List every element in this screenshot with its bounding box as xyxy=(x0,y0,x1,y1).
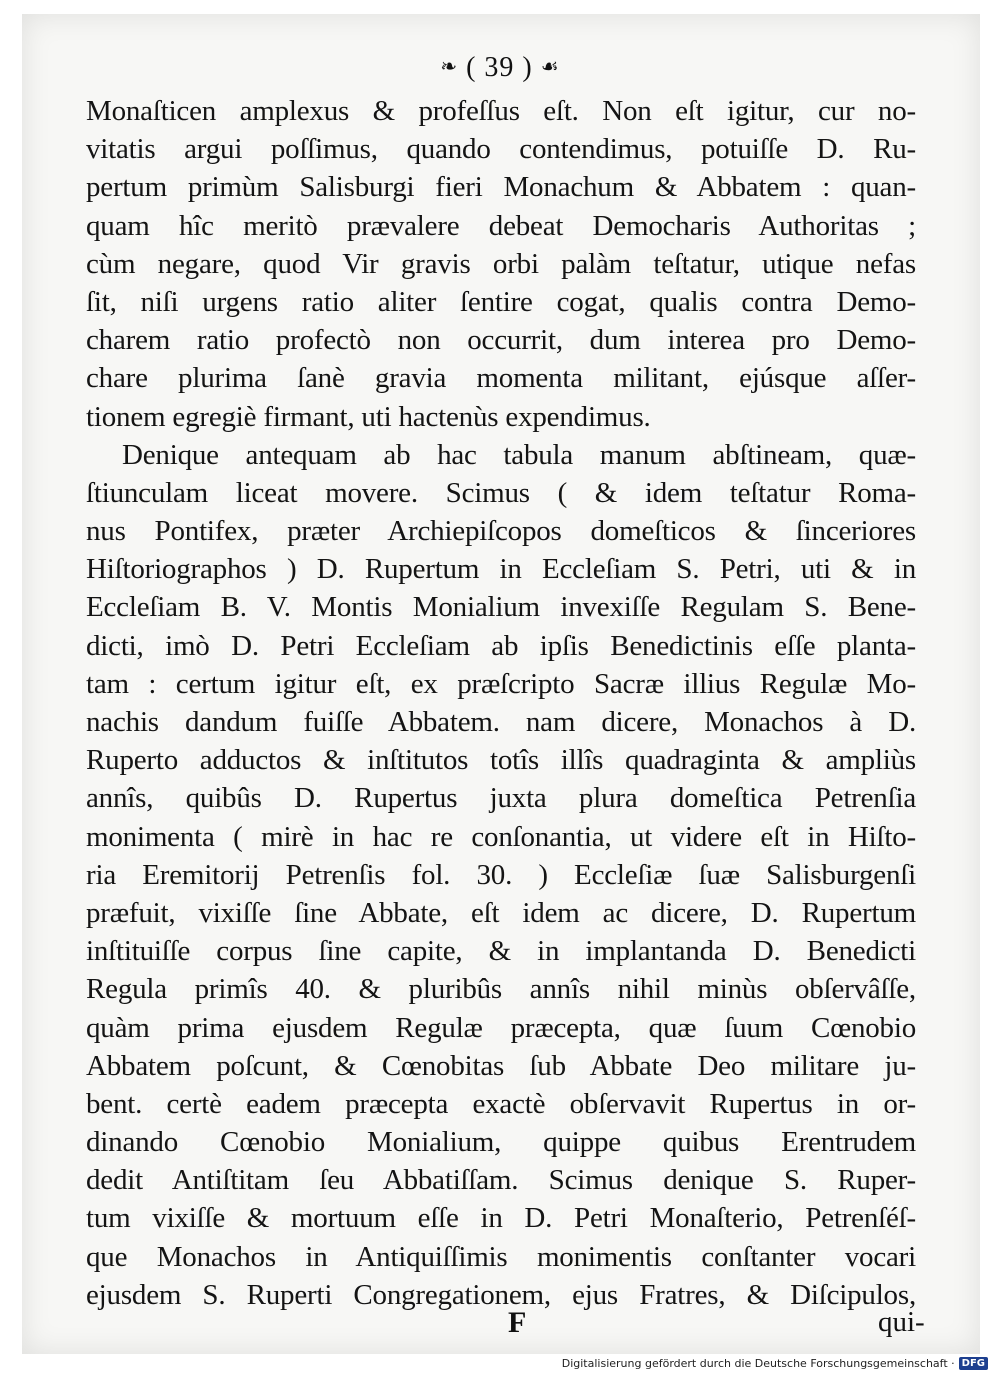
text-line: Ruperto adductos & inſtitutos totîs illîs quadraginta & ampliùs xyxy=(86,744,916,777)
text-line: charem ratio profectò non occurrit, dum interea pro Demo- xyxy=(86,324,916,357)
text-line: Denique antequam ab hac tabula manum abſtineam, quæ- xyxy=(122,438,916,471)
text-line: nus Pontifex, præter Archiepiſcopos domeſticos & ſinceriores xyxy=(86,515,916,548)
page-number-value: 39 xyxy=(484,52,515,83)
text-line: chare plurima ſanè gravia momenta militant, ejúsque aſſer- xyxy=(86,362,916,395)
text-line: vitatis argui poſſimus, quando contendimus, potuiſſe D. Ru- xyxy=(86,133,916,166)
text-line: que Monachos in Antiquiſſimis monimentis conſtanter vocari xyxy=(86,1240,916,1273)
ornament-right-icon: ☙ xyxy=(540,56,560,78)
text-line: Regula primîs 40. & pluribûs annîs nihil minùs obſervâſſe, xyxy=(86,973,916,1006)
text-line: annîs, quibûs D. Rupertus juxta plura domeſtica Petrenſia xyxy=(86,782,916,815)
text-line: pertum primùm Salisburgi fieri Monachum & Abbatem : quan- xyxy=(86,171,916,204)
text-line: quam hîc meritò prævalere debeat Democharis Authoritas ; xyxy=(86,209,916,242)
dfg-logo: DFG xyxy=(959,1357,988,1370)
text-line: ſit, niſi urgens ratio aliter ſentire cogat, qualis contra Demo- xyxy=(86,285,916,318)
text-line: Monaſticen amplexus & profeſſus eſt. Non eſt igitur, cur no- xyxy=(86,95,916,127)
text-line: ſtiunculam liceat movere. Scimus ( & idem teſtatur Roma- xyxy=(86,476,916,509)
text-line: tam : certum igitur eſt, ex præſcripto Sacræ illius Regulæ Mo- xyxy=(86,667,916,700)
text-line: nachis dandum fuiſſe Abbatem. nam dicere, Monachos à D. xyxy=(86,706,916,738)
text-line: dinando Cœnobio Monialium, quippe quibus Erentrudem xyxy=(86,1126,916,1159)
digitization-credit xyxy=(562,1354,988,1372)
signature-mark: F xyxy=(508,1306,527,1339)
body-text xyxy=(86,92,916,1314)
text-line: inſtituiſſe corpus ſine capite, & in implantanda D. Benedicti xyxy=(86,935,916,968)
text-line: dicti, imò D. Petri Eccleſiam ab ipſis Benedictinis eſſe planta- xyxy=(86,629,916,662)
ornament-left-icon: ❧ xyxy=(440,56,459,78)
credit-text: Digitalisierung gefördert durch die Deutsche Forschungsgemeinschaft · xyxy=(561,1356,955,1370)
text-line: ejusdem S. Ruperti Congregationem, ejus Fratres, & Diſcipulos, xyxy=(86,1278,916,1311)
text-line: cùm negare, quod Vir gravis orbi palàm teſtatur, utique nefas xyxy=(86,247,916,280)
text-line: dedit Antiſtitam ſeu Abbatiſſam. Scimus denique S. Ruper- xyxy=(86,1164,916,1197)
catchword: qui- xyxy=(878,1306,925,1338)
page-number: ❧ ( 39 ) ☙ xyxy=(440,52,560,83)
text-line: præfuit, vixiſſe ſine Abbate, eſt idem ac dicere, D. Rupertum xyxy=(86,896,916,929)
text-line: tum vixiſſe & mortuum eſſe in D. Petri Monaſterio, Petrenſéſ- xyxy=(86,1202,916,1235)
text-line: Eccleſiam B. V. Montis Monialium invexiſſe Regulam S. Bene- xyxy=(86,591,916,624)
text-line: bent. certè eadem præcepta exactè obſervavit Rupertus in or- xyxy=(86,1087,916,1120)
text-line: tionem egregiè firmant, uti hactenùs expendimus. xyxy=(86,400,651,433)
text-line: ria Eremitorij Petrenſis fol. 30. ) Eccleſiæ ſuæ Salisburgenſi xyxy=(86,858,916,891)
text-line: monimenta ( mirè in hac re conſonantia, ut videre eſt in Hiſto- xyxy=(86,820,916,853)
text-line: Abbatem poſcunt, & Cœnobitas ſub Abbate Deo militare ju- xyxy=(86,1049,916,1082)
text-line: quàm prima ejusdem Regulæ præcepta, quæ ſuum Cœnobio xyxy=(86,1011,916,1044)
text-line: Hiſtoriographos ) D. Rupertum in Eccleſiam S. Petri, uti & in xyxy=(86,553,916,586)
